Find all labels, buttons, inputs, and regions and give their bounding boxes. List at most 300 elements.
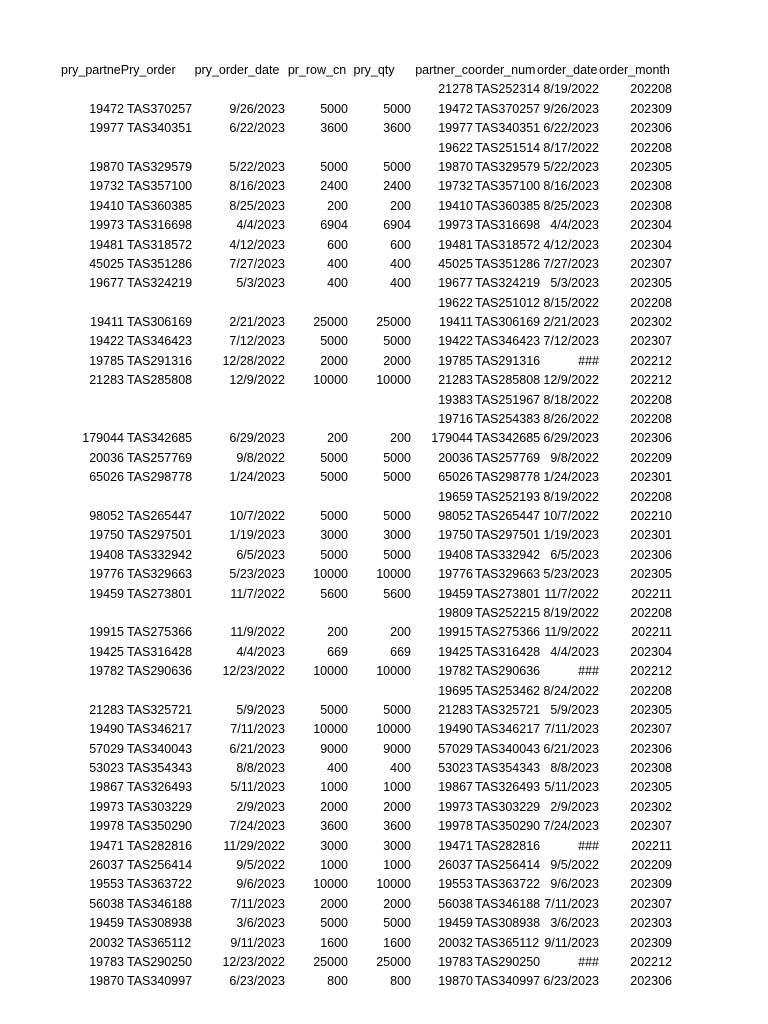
table-cell[interactable]: 2000 <box>320 896 348 911</box>
table-cell[interactable]: 3600 <box>320 121 348 136</box>
table-cell[interactable] <box>285 391 348 410</box>
table-cell[interactable]: 19422 <box>438 334 473 349</box>
table-cell[interactable]: TAS285808 <box>475 373 541 388</box>
table-cell[interactable]: 202212 <box>630 373 672 388</box>
table-cell[interactable]: 5000 <box>320 450 348 465</box>
table-cell[interactable] <box>350 391 411 410</box>
table-cell[interactable]: 202212 <box>630 353 672 368</box>
table-cell[interactable]: 19481 <box>89 237 124 252</box>
table-cell[interactable]: 8/26/2022 <box>543 412 599 427</box>
table-cell[interactable]: TAS275366 <box>475 625 541 640</box>
table-cell[interactable]: 19732 <box>89 179 124 194</box>
table-cell[interactable]: 10000 <box>376 567 411 582</box>
table-cell[interactable]: 9/5/2022 <box>236 858 285 873</box>
table-cell[interactable]: 19471 <box>438 838 473 853</box>
table-cell[interactable]: 4/4/2023 <box>550 644 599 659</box>
table-cell[interactable]: 1/24/2023 <box>543 470 599 485</box>
table-cell[interactable]: TAS316428 <box>475 644 541 659</box>
table-cell[interactable]: 19422 <box>89 334 124 349</box>
table-cell[interactable]: 7/12/2023 <box>543 334 599 349</box>
table-cell[interactable] <box>350 139 411 158</box>
header-cell[interactable]: pry_partnePry_order <box>61 63 176 77</box>
table-cell[interactable]: 8/18/2022 <box>543 392 599 407</box>
table-cell[interactable]: TAS365112 <box>475 935 540 950</box>
table-cell[interactable]: 5/9/2023 <box>550 702 599 717</box>
table-cell[interactable]: 6/23/2023 <box>229 974 285 989</box>
table-cell[interactable] <box>61 682 124 701</box>
table-cell[interactable]: 5/9/2023 <box>236 702 285 717</box>
table-cell[interactable]: 2400 <box>383 179 411 194</box>
table-cell[interactable]: 202208 <box>630 412 672 427</box>
table-cell[interactable]: TAS308938 <box>475 916 541 931</box>
table-cell[interactable]: TAS346217 <box>475 722 541 737</box>
table-cell[interactable]: 19677 <box>438 276 473 291</box>
table-cell[interactable] <box>61 139 124 158</box>
header-cell[interactable] <box>125 61 189 80</box>
table-cell[interactable]: 5/11/2023 <box>544 780 599 795</box>
header-cell[interactable]: pry_order_date <box>194 63 280 77</box>
table-cell[interactable]: 8/17/2022 <box>543 140 599 155</box>
table-cell[interactable]: 202304 <box>630 218 672 233</box>
table-cell[interactable]: 19785 <box>438 353 473 368</box>
table-cell[interactable]: 19408 <box>89 547 124 562</box>
table-cell[interactable]: 56038 <box>89 896 124 911</box>
table-cell[interactable]: TAS273801 <box>475 586 541 601</box>
table-cell[interactable]: 25000 <box>376 315 411 330</box>
table-cell[interactable]: 1/24/2023 <box>229 470 285 485</box>
table-cell[interactable] <box>189 80 285 99</box>
table-cell[interactable]: 19659 <box>438 489 473 504</box>
table-cell[interactable] <box>61 604 124 623</box>
table-cell[interactable]: 10000 <box>313 722 348 737</box>
table-cell[interactable]: 5000 <box>320 916 348 931</box>
table-cell[interactable]: 9/5/2022 <box>550 858 599 873</box>
table-cell[interactable] <box>285 604 348 623</box>
table-cell[interactable]: 19867 <box>89 780 124 795</box>
table-cell[interactable]: 200 <box>327 198 348 213</box>
table-cell[interactable]: 202308 <box>630 761 672 776</box>
table-cell[interactable]: 4/4/2023 <box>236 218 285 233</box>
table-cell[interactable]: 9/8/2022 <box>550 450 599 465</box>
table-cell[interactable]: 202305 <box>630 780 672 795</box>
table-cell[interactable]: 20032 <box>89 935 124 950</box>
table-cell[interactable]: 98052 <box>89 508 124 523</box>
table-cell[interactable]: TAS346188 <box>475 896 541 911</box>
table-cell[interactable]: TAS318572 <box>475 237 541 252</box>
table-cell[interactable]: 10000 <box>313 373 348 388</box>
table-cell[interactable]: TAS282816 <box>475 838 541 853</box>
table-cell[interactable] <box>189 294 285 313</box>
table-cell[interactable]: 202209 <box>630 858 672 873</box>
table-cell[interactable]: 200 <box>390 431 411 446</box>
table-cell[interactable]: TAS306169 <box>127 315 193 330</box>
table-cell[interactable]: TAS326493 <box>475 780 541 795</box>
table-cell[interactable]: 8/15/2022 <box>543 295 599 310</box>
table-cell[interactable]: 19977 <box>438 121 473 136</box>
table-cell[interactable]: 19776 <box>438 567 473 582</box>
table-cell[interactable]: 5000 <box>383 101 411 116</box>
table-cell[interactable] <box>285 410 348 429</box>
table-cell[interactable]: TAS251514 <box>475 140 541 155</box>
table-cell[interactable]: 56038 <box>438 896 473 911</box>
table-cell[interactable]: 19459 <box>438 586 473 601</box>
table-cell[interactable]: 5000 <box>383 547 411 562</box>
table-cell[interactable]: TAS326493 <box>127 780 193 795</box>
table-cell[interactable]: 3600 <box>383 819 411 834</box>
table-cell[interactable]: TAS342685 <box>127 431 193 446</box>
table-cell[interactable]: 5000 <box>383 470 411 485</box>
table-cell[interactable]: 202210 <box>630 508 672 523</box>
table-cell[interactable]: 19425 <box>89 644 124 659</box>
table-cell[interactable]: 202308 <box>630 179 672 194</box>
table-cell[interactable]: 9/11/2023 <box>544 935 599 950</box>
table-cell[interactable]: 19867 <box>438 780 473 795</box>
table-cell[interactable]: TAS298778 <box>127 470 193 485</box>
table-cell[interactable]: TAS346217 <box>127 722 193 737</box>
table-cell[interactable]: 11/7/2022 <box>230 586 285 601</box>
table-cell[interactable]: TAS291316 <box>475 353 541 368</box>
table-cell[interactable]: 400 <box>327 276 348 291</box>
table-cell[interactable]: 202307 <box>630 256 672 271</box>
table-cell[interactable]: 6/21/2023 <box>543 741 599 756</box>
header-cell[interactable]: pr_row_cn <box>287 63 347 77</box>
table-cell[interactable]: 10/7/2022 <box>229 508 285 523</box>
table-cell[interactable]: TAS363722 <box>127 877 193 892</box>
table-cell[interactable]: 200 <box>390 625 411 640</box>
table-cell[interactable]: TAS256414 <box>127 858 193 873</box>
table-cell[interactable]: 19410 <box>438 198 473 213</box>
table-cell[interactable] <box>350 80 411 99</box>
table-cell[interactable]: 19870 <box>89 159 124 174</box>
table-cell[interactable]: 202211 <box>631 838 672 853</box>
table-cell[interactable]: 45025 <box>438 256 473 271</box>
table-cell[interactable]: 7/11/2023 <box>544 722 599 737</box>
table-cell[interactable]: 1600 <box>320 935 348 950</box>
table-cell[interactable] <box>350 682 411 701</box>
table-cell[interactable] <box>189 682 285 701</box>
table-cell[interactable]: TAS254383 <box>475 412 541 427</box>
table-cell[interactable]: 19776 <box>89 567 124 582</box>
table-cell[interactable]: 202208 <box>630 82 672 97</box>
header-cell[interactable]: order_num <box>475 63 536 77</box>
table-cell[interactable]: 10000 <box>376 877 411 892</box>
table-cell[interactable]: 202208 <box>630 605 672 620</box>
table-cell[interactable]: 10000 <box>376 664 411 679</box>
table-cell[interactable]: 202309 <box>630 935 672 950</box>
table-cell[interactable]: 19973 <box>438 218 473 233</box>
table-cell[interactable]: 1/19/2023 <box>229 528 285 543</box>
table-cell[interactable]: 9/26/2023 <box>229 101 285 116</box>
table-cell[interactable]: 19622 <box>438 140 473 155</box>
table-cell[interactable]: 4/4/2023 <box>236 644 285 659</box>
table-cell[interactable]: 19553 <box>438 877 473 892</box>
table-cell[interactable]: 200 <box>327 625 348 640</box>
table-cell[interactable]: 25000 <box>313 954 348 969</box>
table-cell[interactable]: 6/5/2023 <box>236 547 285 562</box>
table-cell[interactable]: TAS265447 <box>127 508 193 523</box>
table-cell[interactable]: 5/11/2023 <box>230 780 285 795</box>
table-cell[interactable]: 19870 <box>89 974 124 989</box>
table-cell[interactable]: 6/5/2023 <box>550 547 599 562</box>
table-cell[interactable]: 11/9/2022 <box>230 625 285 640</box>
table-cell[interactable]: 202306 <box>630 121 672 136</box>
table-cell[interactable]: 11/9/2022 <box>544 625 599 640</box>
table-cell[interactable]: 669 <box>327 644 348 659</box>
table-cell[interactable]: TAS308938 <box>127 916 193 931</box>
table-cell[interactable] <box>127 682 189 701</box>
table-cell[interactable]: 202307 <box>630 722 672 737</box>
table-cell[interactable]: 5000 <box>383 159 411 174</box>
table-cell[interactable]: 19782 <box>438 664 473 679</box>
table-cell[interactable]: 8/25/2023 <box>543 198 599 213</box>
table-cell[interactable] <box>189 391 285 410</box>
table-cell[interactable] <box>189 488 285 507</box>
table-cell[interactable]: 5/23/2023 <box>229 567 285 582</box>
table-cell[interactable]: ### <box>578 954 599 969</box>
table-cell[interactable]: 5000 <box>320 547 348 562</box>
table-cell[interactable]: TAS316428 <box>127 644 193 659</box>
table-cell[interactable]: TAS257769 <box>475 450 541 465</box>
table-cell[interactable] <box>127 294 189 313</box>
table-cell[interactable]: 19732 <box>438 179 473 194</box>
table-cell[interactable]: 6/23/2023 <box>543 974 599 989</box>
table-cell[interactable]: 2000 <box>383 799 411 814</box>
table-cell[interactable]: 19410 <box>89 198 124 213</box>
table-cell[interactable]: 19870 <box>438 159 473 174</box>
table-cell[interactable]: 19459 <box>438 916 473 931</box>
table-cell[interactable]: 600 <box>390 237 411 252</box>
table-cell[interactable]: 19553 <box>89 877 124 892</box>
table-cell[interactable] <box>127 488 189 507</box>
table-cell[interactable]: 9/11/2023 <box>230 935 285 950</box>
table-cell[interactable]: TAS290250 <box>475 954 541 969</box>
table-cell[interactable]: TAS354343 <box>127 761 193 776</box>
table-cell[interactable]: 3600 <box>383 121 411 136</box>
table-cell[interactable] <box>127 604 189 623</box>
table-cell[interactable]: 5000 <box>320 334 348 349</box>
table-cell[interactable]: 21283 <box>438 702 473 717</box>
table-cell[interactable]: TAS318572 <box>127 237 193 252</box>
table-cell[interactable]: ### <box>578 664 599 679</box>
table-cell[interactable]: TAS325721 <box>475 702 541 717</box>
table-cell[interactable]: 600 <box>327 237 348 252</box>
table-cell[interactable]: 202305 <box>630 702 672 717</box>
table-cell[interactable]: 202208 <box>630 140 672 155</box>
table-cell[interactable] <box>285 80 348 99</box>
table-cell[interactable]: 5000 <box>383 450 411 465</box>
table-cell[interactable]: 202304 <box>630 644 672 659</box>
table-cell[interactable] <box>189 139 285 158</box>
table-cell[interactable]: 202208 <box>630 392 672 407</box>
table-cell[interactable]: 5000 <box>383 334 411 349</box>
table-cell[interactable]: 12/9/2022 <box>543 373 599 388</box>
header-cell[interactable]: partner_co <box>415 63 475 77</box>
table-cell[interactable]: TAS332942 <box>475 547 541 562</box>
table-cell[interactable] <box>285 139 348 158</box>
table-cell[interactable]: 5/3/2023 <box>236 276 285 291</box>
table-cell[interactable]: TAS365112 <box>127 935 192 950</box>
table-cell[interactable]: 20036 <box>89 450 124 465</box>
table-cell[interactable]: TAS340351 <box>475 121 541 136</box>
table-cell[interactable]: TAS306169 <box>475 315 541 330</box>
table-cell[interactable]: 5000 <box>320 702 348 717</box>
table-cell[interactable]: 8/8/2023 <box>550 761 599 776</box>
table-cell[interactable]: 7/27/2023 <box>229 256 285 271</box>
table-cell[interactable]: 202208 <box>630 295 672 310</box>
table-cell[interactable]: 800 <box>327 974 348 989</box>
table-cell[interactable]: 202211 <box>631 586 672 601</box>
table-cell[interactable]: 10000 <box>376 722 411 737</box>
table-cell[interactable] <box>350 410 411 429</box>
table-cell[interactable]: 19977 <box>89 121 124 136</box>
table-cell[interactable]: 202303 <box>630 916 672 931</box>
table-cell[interactable]: 19411 <box>439 315 473 330</box>
table-cell[interactable]: 9000 <box>383 741 411 756</box>
table-cell[interactable]: 19782 <box>89 664 124 679</box>
table-cell[interactable]: 21283 <box>89 702 124 717</box>
table-cell[interactable]: 6904 <box>383 218 411 233</box>
table-cell[interactable]: 19978 <box>89 819 124 834</box>
table-cell[interactable]: 6/29/2023 <box>229 431 285 446</box>
table-cell[interactable]: 5000 <box>320 508 348 523</box>
table-cell[interactable]: 12/9/2022 <box>229 373 285 388</box>
table-cell[interactable]: 400 <box>390 256 411 271</box>
table-cell[interactable]: 5000 <box>320 101 348 116</box>
table-cell[interactable]: 5/23/2023 <box>543 567 599 582</box>
table-cell[interactable]: TAS363722 <box>475 877 541 892</box>
table-cell[interactable]: TAS251012 <box>475 295 541 310</box>
table-cell[interactable]: 202301 <box>630 470 672 485</box>
table-cell[interactable]: 8/19/2022 <box>543 605 599 620</box>
table-cell[interactable]: 19915 <box>438 625 473 640</box>
table-cell[interactable]: TAS297501 <box>127 528 193 543</box>
table-cell[interactable]: 5000 <box>383 508 411 523</box>
table-cell[interactable]: 202208 <box>630 683 672 698</box>
table-cell[interactable]: 202212 <box>630 954 672 969</box>
table-cell[interactable]: 19677 <box>89 276 124 291</box>
table-cell[interactable]: TAS340997 <box>475 974 541 989</box>
table-cell[interactable]: 8/25/2023 <box>229 198 285 213</box>
table-cell[interactable]: 202304 <box>630 237 672 252</box>
table-cell[interactable]: 4/12/2023 <box>229 237 285 252</box>
table-cell[interactable]: 3/6/2023 <box>550 916 599 931</box>
table-cell[interactable]: 202301 <box>630 528 672 543</box>
table-cell[interactable]: 11/29/2022 <box>223 838 285 853</box>
table-cell[interactable]: 2000 <box>320 353 348 368</box>
table-cell[interactable]: 5000 <box>383 702 411 717</box>
table-cell[interactable]: TAS351286 <box>475 256 541 271</box>
table-cell[interactable]: 20036 <box>438 450 473 465</box>
table-cell[interactable]: 202308 <box>630 198 672 213</box>
table-cell[interactable]: TAS346423 <box>127 334 193 349</box>
table-cell[interactable]: 1/19/2023 <box>543 528 599 543</box>
table-cell[interactable]: 9/26/2023 <box>543 101 599 116</box>
table-cell[interactable]: 53023 <box>438 761 473 776</box>
table-cell[interactable]: TAS357100 <box>475 179 541 194</box>
table-cell[interactable]: 25000 <box>376 954 411 969</box>
table-cell[interactable]: 12/23/2022 <box>222 954 285 969</box>
table-cell[interactable]: TAS340351 <box>127 121 193 136</box>
table-cell[interactable]: 12/23/2022 <box>222 664 285 679</box>
table-cell[interactable]: TAS275366 <box>127 625 193 640</box>
table-cell[interactable]: TAS290636 <box>475 664 541 679</box>
table-cell[interactable] <box>61 80 124 99</box>
table-cell[interactable]: 1000 <box>383 858 411 873</box>
table-cell[interactable]: 3000 <box>383 528 411 543</box>
table-cell[interactable]: TAS329663 <box>127 567 193 582</box>
table-cell[interactable]: 202305 <box>630 276 672 291</box>
table-cell[interactable]: 19471 <box>89 838 124 853</box>
table-cell[interactable]: 6/21/2023 <box>229 741 285 756</box>
table-cell[interactable]: 19425 <box>438 644 473 659</box>
table-cell[interactable]: 202306 <box>630 741 672 756</box>
table-cell[interactable]: 4/4/2023 <box>550 218 599 233</box>
table-cell[interactable]: 400 <box>327 256 348 271</box>
table-cell[interactable]: TAS324219 <box>127 276 193 291</box>
table-cell[interactable]: 19490 <box>89 722 124 737</box>
table-cell[interactable]: 202302 <box>630 799 672 814</box>
table-cell[interactable]: 20032 <box>438 935 473 950</box>
table-cell[interactable]: TAS324219 <box>475 276 541 291</box>
table-cell[interactable]: 8/16/2023 <box>229 179 285 194</box>
table-cell[interactable]: 202306 <box>630 547 672 562</box>
table-cell[interactable]: 3600 <box>320 819 348 834</box>
table-cell[interactable]: 19785 <box>89 353 124 368</box>
table-cell[interactable]: 10000 <box>376 373 411 388</box>
table-cell[interactable]: 179044 <box>431 431 473 446</box>
table-cell[interactable]: 6/22/2023 <box>543 121 599 136</box>
table-cell[interactable]: TAS297501 <box>475 528 541 543</box>
table-cell[interactable] <box>189 604 285 623</box>
table-cell[interactable]: TAS252215 <box>475 605 541 620</box>
table-cell[interactable]: 202307 <box>630 896 672 911</box>
header-cell[interactable]: order_date <box>537 63 598 77</box>
table-cell[interactable]: TAS351286 <box>127 256 193 271</box>
table-cell[interactable]: 19973 <box>438 799 473 814</box>
table-cell[interactable]: 21278 <box>438 82 473 97</box>
table-cell[interactable]: 200 <box>390 198 411 213</box>
table-cell[interactable]: 2/9/2023 <box>550 799 599 814</box>
table-cell[interactable] <box>61 410 124 429</box>
table-cell[interactable]: 6904 <box>320 218 348 233</box>
table-cell[interactable]: ### <box>578 353 599 368</box>
table-cell[interactable]: 12/28/2022 <box>222 353 285 368</box>
table-cell[interactable]: 2/21/2023 <box>543 315 599 330</box>
table-cell[interactable]: 5000 <box>320 159 348 174</box>
table-cell[interactable]: 2000 <box>383 896 411 911</box>
table-cell[interactable]: 179044 <box>82 431 124 446</box>
table-cell[interactable]: TAS340043 <box>127 741 193 756</box>
table-cell[interactable]: 7/24/2023 <box>543 819 599 834</box>
table-cell[interactable] <box>127 139 189 158</box>
table-cell[interactable]: 2/21/2023 <box>229 315 285 330</box>
table-cell[interactable]: TAS346423 <box>475 334 541 349</box>
table-cell[interactable]: 19783 <box>438 954 473 969</box>
table-cell[interactable]: 8/16/2023 <box>543 179 599 194</box>
table-cell[interactable]: 7/24/2023 <box>229 819 285 834</box>
table-cell[interactable]: 7/27/2023 <box>543 256 599 271</box>
table-cell[interactable]: TAS340997 <box>127 974 193 989</box>
table-cell[interactable]: 7/12/2023 <box>229 334 285 349</box>
table-cell[interactable]: 10000 <box>313 877 348 892</box>
table-cell[interactable]: 202306 <box>630 974 672 989</box>
table-cell[interactable]: 202309 <box>630 877 672 892</box>
table-cell[interactable]: 11/7/2022 <box>544 586 599 601</box>
table-cell[interactable]: 2/9/2023 <box>236 799 285 814</box>
table-cell[interactable] <box>61 488 124 507</box>
table-cell[interactable] <box>285 294 348 313</box>
table-cell[interactable]: 19716 <box>438 412 473 427</box>
